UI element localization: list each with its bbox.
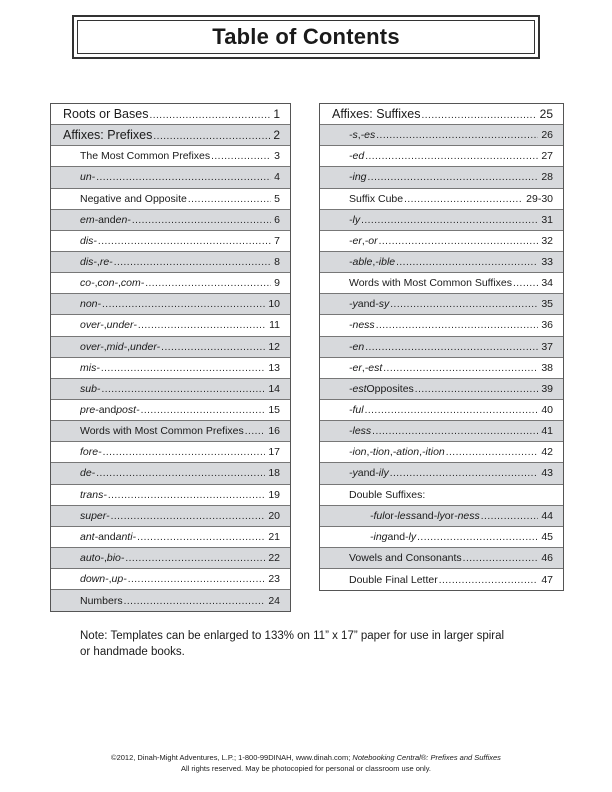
toc-page-number: 5: [274, 192, 280, 205]
footer-copyright: ©2012, Dinah-Might Adventures, L.P.; 1-800-99DINAH, www.dinah.com;: [111, 753, 353, 762]
dot-leader: [481, 511, 539, 522]
toc-entry-label: [349, 193, 523, 205]
toc-page-number: 34: [541, 277, 553, 290]
toc-entry-label: [370, 510, 538, 522]
toc-entry: [51, 315, 290, 336]
toc-entry-label: [349, 129, 538, 141]
toc-entry-label: [349, 341, 538, 353]
toc-entry: [320, 104, 563, 125]
toc-page-number: 23: [268, 573, 280, 586]
dot-leader: [102, 299, 265, 310]
toc-entry-label: [349, 574, 538, 586]
toc-page-number: 41: [541, 425, 553, 438]
toc-entry-text: -ly: [405, 530, 417, 543]
toc-entry: [51, 125, 290, 146]
toc-entry-text: super-: [80, 509, 110, 522]
toc-entry-text: en-: [115, 213, 131, 226]
toc-entry-label: [80, 404, 265, 416]
toc-entry-label: [80, 531, 265, 543]
toc-entry-label: [80, 595, 265, 607]
toc-entry: [51, 485, 290, 506]
dot-leader: [96, 172, 271, 183]
toc-page-number: 46: [541, 552, 553, 565]
toc-entry: [51, 294, 290, 315]
toc-page-number: 43: [541, 467, 553, 480]
toc-entry-label: [80, 489, 265, 501]
dot-leader: [98, 236, 271, 247]
toc-entry: [51, 421, 290, 442]
dot-leader: [379, 236, 539, 247]
dot-leader: [404, 194, 523, 205]
toc-entry-text: ,: [117, 277, 121, 290]
toc-entry-text: ,: [103, 340, 107, 353]
toc-entry-text: -s: [349, 129, 358, 142]
toc-entry-text: -ation: [392, 446, 420, 459]
dot-leader: [368, 172, 539, 183]
toc-entry-text: ,: [103, 552, 107, 565]
toc-entry-text: Roots or Bases: [63, 107, 149, 122]
toc-entry-text: -ily: [375, 467, 389, 480]
toc-page-number: 35: [541, 298, 553, 311]
dot-leader: [463, 553, 539, 564]
toc-entry-text: -ion: [349, 446, 367, 459]
toc-entry: [320, 358, 563, 379]
footer-line-1: [0, 752, 612, 763]
toc-page-number: 9: [274, 277, 280, 290]
toc-page-number: 18: [268, 467, 280, 480]
toc-entry-text: and: [416, 509, 434, 522]
dot-leader: [396, 257, 538, 268]
toc-entry-text: mis-: [80, 361, 100, 374]
toc-entry-label: [332, 107, 537, 121]
toc-entry-label: [80, 341, 265, 353]
dot-leader: [383, 363, 538, 374]
toc-entry-label: [349, 446, 538, 458]
dot-leader: [153, 131, 270, 142]
toc-entry-text: ,: [108, 573, 112, 586]
toc-entry-text: and: [357, 467, 376, 480]
toc-entry-text: up-: [111, 573, 127, 586]
toc-entry-text: Words with Most Common Prefixes: [80, 425, 244, 438]
toc-entry-text: -ly: [433, 509, 445, 522]
toc-entry-text: -y: [349, 467, 358, 480]
note-line-2: or handmade books.: [80, 646, 185, 658]
toc-entry-text: under-: [106, 319, 137, 332]
toc-entry-label: [80, 573, 265, 585]
dot-leader: [376, 320, 539, 331]
toc-entry-text: -er: [349, 234, 362, 247]
dot-leader: [415, 384, 539, 395]
dot-leader: [149, 110, 270, 121]
toc-entry-text: -ness: [349, 319, 375, 332]
toc-entry: [51, 273, 290, 294]
toc-entry-text: Affixes: Suffixes: [332, 107, 421, 122]
toc-entry-text: ,: [372, 256, 376, 269]
toc-entry-text: and: [387, 530, 406, 543]
toc-page-number: 15: [268, 404, 280, 417]
dot-leader: [390, 468, 539, 479]
toc-entry-text: ,: [96, 256, 100, 269]
toc-entry-text: Negative and Opposite: [80, 192, 187, 205]
toc-entry-label: [80, 277, 271, 289]
toc-entry-label: [80, 171, 271, 183]
title-box-inner: [77, 20, 535, 54]
toc-entry-text: -ly: [349, 213, 361, 226]
toc-entry-text: -able: [349, 256, 373, 269]
toc-page-number: 13: [268, 361, 280, 374]
toc-entry: [51, 590, 290, 611]
dot-leader: [125, 553, 265, 564]
toc-page-number: 2: [273, 128, 280, 143]
toc-entry-text: over-: [80, 340, 104, 353]
toc-entry-text: anti-: [115, 530, 137, 543]
note-line-1: Note: Templates can be enlarged to 133% on 11” x 17” paper for use in larger spiral: [80, 630, 505, 642]
dot-leader: [108, 490, 265, 501]
toc-entry-label: [349, 404, 538, 416]
toc-entry-label: [80, 425, 265, 437]
toc-page-number: 32: [541, 234, 553, 247]
dot-leader: [361, 215, 538, 226]
toc-entry-text: post-: [116, 404, 140, 417]
toc-entry-label: [349, 214, 538, 226]
toc-page-number: 14: [268, 382, 280, 395]
dot-leader: [137, 532, 265, 543]
toc-entry-text: com-: [120, 277, 145, 290]
footer-book-title: Notebooking Central®: Prefixes and Suffixes: [352, 753, 501, 762]
toc-entry: [320, 506, 563, 527]
toc-page-number: 42: [541, 446, 553, 459]
toc-entry-text: con-: [97, 277, 118, 290]
toc-entry: [51, 400, 290, 421]
toc-entry: [320, 569, 563, 590]
toc-entry: [51, 463, 290, 484]
toc-entry-text: or: [384, 509, 394, 522]
toc-entry-text: sub-: [80, 382, 101, 395]
toc-page-number: 19: [268, 488, 280, 501]
dot-leader: [128, 574, 266, 585]
toc-entry-label: [80, 256, 271, 268]
toc-entry-label: [80, 193, 271, 205]
toc-entry: [51, 210, 290, 231]
dot-leader: [513, 278, 538, 289]
toc-entry-text: or: [444, 509, 455, 522]
toc-entry-text: -or: [364, 234, 378, 247]
toc-entry-text: -er: [349, 361, 362, 374]
toc-entry: [320, 400, 563, 421]
toc-entry-text: -en: [349, 340, 365, 353]
toc-entry-text: Affixes: Prefixes: [63, 128, 153, 143]
toc-page-number: 39: [541, 382, 553, 395]
toc-entry-label: [80, 235, 271, 247]
dot-leader: [376, 130, 538, 141]
toc-entry-label: [349, 235, 538, 247]
title-box: [72, 15, 540, 59]
toc-entry-label: [80, 383, 265, 395]
toc-entry-text: -less: [393, 509, 417, 522]
toc-entry: [51, 104, 290, 125]
toc-page-number: 12: [268, 340, 280, 353]
toc-entry-label: [349, 552, 538, 564]
toc-entry-text: Vowels and Consonants: [349, 552, 462, 565]
toc-entry-text: trans-: [80, 488, 107, 501]
toc-entry-label: [349, 489, 553, 501]
toc-page-number: 1: [273, 107, 280, 122]
toc-entry-text: ,: [361, 361, 365, 374]
toc-entry: [320, 421, 563, 442]
dot-leader: [114, 257, 271, 268]
toc-right-column: [319, 103, 564, 591]
toc-page-number: 22: [268, 552, 280, 565]
toc-entry: [51, 527, 290, 548]
toc-page-number: 21: [268, 530, 280, 543]
toc-page-number: 44: [541, 509, 553, 522]
toc-entry: [320, 231, 563, 252]
footer-line-2: All rights reserved. May be photocopied for personal or classroom use only.: [181, 764, 431, 773]
toc-entry: [320, 442, 563, 463]
toc-page-number: 47: [541, 573, 553, 586]
toc-entry: [320, 315, 563, 336]
toc-entry-label: [80, 298, 265, 310]
toc-entry-text: pre-: [80, 404, 99, 417]
toc-entry-text: -ness: [454, 509, 480, 522]
toc-entry: [51, 379, 290, 400]
toc-page-number: 31: [541, 213, 553, 226]
toc-page-number: 11: [269, 319, 280, 332]
toc-entry-text: -est: [349, 382, 367, 395]
toc-page-number: 28: [541, 171, 553, 184]
toc-entry-text: ,: [94, 277, 98, 290]
toc-entry-text: mid-: [106, 340, 128, 353]
toc-entry: [320, 294, 563, 315]
toc-entry-text: -es: [360, 129, 376, 142]
toc-entry-label: [370, 531, 538, 543]
toc-entry-text: ,: [103, 319, 107, 332]
dot-leader: [103, 447, 266, 458]
dot-leader: [124, 596, 266, 607]
dot-leader: [417, 532, 538, 543]
toc-entry: [320, 527, 563, 548]
dot-leader: [132, 215, 271, 226]
toc-entry-text: Double Final Letter: [349, 573, 438, 586]
toc-entry: [51, 506, 290, 527]
toc-entry: [320, 337, 563, 358]
toc-page-number: 8: [274, 256, 280, 269]
toc-entry: [320, 252, 563, 273]
toc-page-number: 26: [541, 129, 553, 142]
toc-entry-text: and: [98, 404, 117, 417]
toc-entry-text: and: [357, 298, 376, 311]
toc-entry-label: [349, 171, 538, 183]
dot-leader: [446, 447, 539, 458]
toc-page-number: 25: [539, 107, 553, 122]
toc-entry-text: Opposites: [366, 382, 414, 395]
toc-page-number: 24: [268, 594, 280, 607]
toc-entry-text: -tion: [369, 446, 390, 459]
toc-entry: [51, 189, 290, 210]
toc-entry-text: ,: [127, 340, 130, 353]
toc-page-number: 40: [541, 404, 553, 417]
toc-entry-text: -ful: [370, 509, 385, 522]
footer: [0, 752, 612, 774]
toc-entry: [51, 569, 290, 590]
toc-entry-text: un-: [80, 171, 96, 184]
toc-page-number: 16: [268, 425, 280, 438]
toc-page-number: 7: [274, 234, 280, 247]
dot-leader: [365, 342, 538, 353]
toc-entry-text: dis-: [80, 234, 97, 247]
toc-entry-label: [349, 467, 538, 479]
toc-entry-text: ant-: [80, 530, 99, 543]
toc-entry-text: -ing: [349, 171, 367, 184]
dot-leader: [188, 194, 271, 205]
toc-entry-label: [349, 319, 538, 331]
toc-page-number: 38: [541, 361, 553, 374]
toc-left-column: [50, 103, 291, 612]
toc-entry-label: [349, 256, 538, 268]
toc-entry-text: auto-: [80, 552, 104, 565]
dot-leader: [365, 405, 539, 416]
toc-entry-text: em-: [80, 213, 99, 226]
toc-entry: [51, 442, 290, 463]
dot-leader: [211, 151, 271, 162]
toc-entry-label: [63, 107, 270, 121]
toc-entry: [51, 337, 290, 358]
toc-entry-text: and: [98, 213, 116, 226]
toc-entry: [320, 273, 563, 294]
toc-entry-label: [80, 362, 265, 374]
toc-page-number: 3: [274, 150, 280, 163]
toc-page-number: 29-30: [526, 192, 553, 205]
toc-entry-label: [80, 552, 265, 564]
dot-leader: [101, 363, 265, 374]
toc-entry-text: ,: [419, 446, 422, 459]
dot-leader: [365, 151, 538, 162]
toc-entry-text: -ing: [370, 530, 388, 543]
dot-leader: [245, 426, 266, 437]
toc-page-number: 4: [274, 171, 280, 184]
toc-entry-text: fore-: [80, 446, 102, 459]
dot-leader: [111, 511, 266, 522]
toc-entry: [51, 252, 290, 273]
toc-entry-text: re-: [99, 256, 113, 269]
toc-entry: [320, 379, 563, 400]
toc-entry-label: [80, 214, 271, 226]
toc-page-number: 17: [268, 446, 280, 459]
dot-leader: [161, 342, 265, 353]
toc-entry-text: over-: [80, 319, 104, 332]
page-title: Table of Contents: [212, 24, 400, 49]
toc-entry-text: ,: [361, 234, 365, 247]
toc-entry-text: under-: [130, 340, 161, 353]
dot-leader: [421, 110, 536, 121]
toc-entry-text: Double Suffixes:: [349, 488, 426, 501]
toc-entry: [320, 125, 563, 146]
dot-leader: [101, 384, 265, 395]
toc-entry-text: The Most Common Prefixes: [80, 150, 211, 163]
toc-entry-label: [349, 298, 538, 310]
toc-entry-text: Words with Most Common Suffixes: [349, 277, 512, 290]
toc-entry-text: co-: [80, 277, 95, 290]
toc-entry-text: ,: [366, 446, 370, 459]
toc-entry-text: -ed: [349, 150, 365, 163]
toc-page-number: 37: [541, 340, 553, 353]
toc-page-number: 10: [268, 298, 280, 311]
toc-page-number: 27: [541, 150, 553, 163]
toc-page-number: 33: [541, 256, 553, 269]
toc-entry-label: [349, 383, 538, 395]
toc-entry-text: de-: [80, 467, 96, 480]
toc-entry-label: [80, 467, 265, 479]
toc-entry-label: [80, 510, 265, 522]
toc-entry-text: down-: [80, 573, 109, 586]
dot-leader: [372, 426, 538, 437]
toc-entry-text: -less: [349, 425, 372, 438]
toc-entry-text: and: [98, 530, 116, 543]
toc-entry-text: -y: [349, 298, 358, 311]
toc-entry-label: [349, 277, 538, 289]
toc-entry: [320, 189, 563, 210]
toc-entry: [51, 167, 290, 188]
toc-entry-text: -ful: [349, 404, 364, 417]
toc-entry-text: Numbers: [80, 594, 123, 607]
toc-entry: [320, 146, 563, 167]
dot-leader: [145, 278, 271, 289]
toc-page-number: 45: [541, 530, 553, 543]
toc-entry-text: Suffix Cube: [349, 192, 404, 205]
dot-leader: [138, 320, 266, 331]
toc-entry: [320, 167, 563, 188]
toc-entry-text: bio-: [106, 552, 125, 565]
toc-entry: [320, 463, 563, 484]
toc-entry: [320, 485, 563, 506]
dot-leader: [439, 575, 539, 586]
toc-page-number: 6: [274, 213, 280, 226]
toc-entry: [320, 548, 563, 569]
dot-leader: [96, 468, 265, 479]
toc-entry: [51, 548, 290, 569]
toc-entry-label: [80, 150, 271, 162]
dot-leader: [141, 405, 266, 416]
dot-leader: [390, 299, 538, 310]
toc-entry-label: [349, 362, 538, 374]
toc-page-number: 20: [268, 509, 280, 522]
toc-entry: [51, 231, 290, 252]
toc-entry-text: non-: [80, 298, 102, 311]
note: [80, 628, 550, 660]
toc-entry-text: -ible: [375, 256, 396, 269]
toc-entry-text: dis-: [80, 256, 97, 269]
toc-entry-label: [63, 128, 270, 142]
toc-entry-label: [349, 150, 538, 162]
toc-entry-text: -est: [364, 361, 383, 374]
toc-entry-text: -ition: [421, 446, 445, 459]
toc-entry: [51, 146, 290, 167]
toc-entry-label: [80, 446, 265, 458]
toc-entry: [51, 358, 290, 379]
toc-entry-text: ,: [357, 129, 361, 142]
toc-entry-label: [80, 319, 266, 331]
toc-entry-text: -sy: [375, 298, 390, 311]
toc-entry: [320, 210, 563, 231]
toc-entry-text: ,: [389, 446, 393, 459]
toc-entry-label: [349, 425, 538, 437]
toc-page-number: 36: [541, 319, 553, 332]
